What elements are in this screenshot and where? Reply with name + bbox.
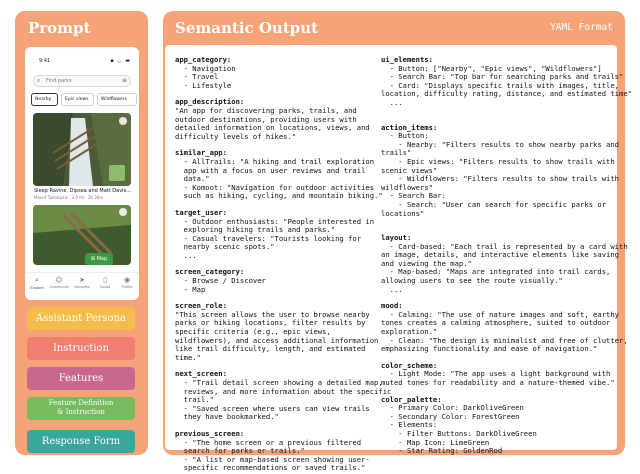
forest-trail-photo xyxy=(33,205,131,265)
search-placeholder: Find parks xyxy=(46,78,72,84)
yaml-key: layout: xyxy=(381,233,412,243)
yaml-line: - Primary Color: DarkOliveGreen xyxy=(381,403,524,413)
nav-profile xyxy=(117,276,137,289)
yaml-key: color_scheme: xyxy=(381,360,438,370)
yaml-line: reviews, and more information about the specific xyxy=(175,386,392,396)
yaml-line: specific recommendations or saved trails." xyxy=(175,463,366,473)
tag-assistant-persona: Assistant Persona xyxy=(27,307,135,330)
community-icon: ☺ xyxy=(55,276,63,284)
tag-instruction: Instruction xyxy=(27,337,135,360)
filter-icon: ≡ xyxy=(121,77,127,84)
yaml-line: location, difficulty rating, distance, and estimated time" xyxy=(381,89,632,99)
yaml-key: app_category: xyxy=(175,55,232,64)
yaml-line: ... xyxy=(175,250,197,260)
chip-epic-views: Epic views xyxy=(61,93,94,106)
yaml-key: app_description: xyxy=(175,97,245,107)
yaml-gap xyxy=(381,108,617,124)
profile-icon: ◉ xyxy=(123,276,131,284)
yaml-line: trail." xyxy=(175,395,214,405)
format-label: YAML Format xyxy=(550,22,613,33)
yaml-line: - "Trail detail screen showing a detailed map, xyxy=(175,378,383,387)
yaml-line: wildflowers" xyxy=(381,182,433,192)
nav-navigate-label: Navigate xyxy=(74,285,90,289)
phone-screenshot xyxy=(25,47,139,300)
search-icon: ⌕ xyxy=(37,77,41,84)
semantic-output-panel xyxy=(163,11,632,473)
yaml-content xyxy=(165,45,632,473)
yaml-line: - Travel xyxy=(175,72,219,82)
yaml-line: - Map-based: "Maps are integrated into trail cards, xyxy=(381,267,611,277)
map-button-label: Map xyxy=(96,256,108,262)
map-button xyxy=(85,253,113,265)
yaml-line: they have bookmarked." xyxy=(175,412,279,422)
yaml-line: - "Saved screen where users can view trails xyxy=(175,403,370,413)
yaml-line: - Map xyxy=(175,284,206,294)
yaml-line: an image, details, and interactive elements like saving xyxy=(381,250,619,260)
yaml-line: - Navigation xyxy=(175,63,236,73)
yaml-line: - Search Bar: "Top bar for searching parks and trails" xyxy=(381,72,624,82)
yaml-line: search for parks or trails." xyxy=(175,446,305,456)
prompt-title: Prompt xyxy=(28,19,91,37)
yaml-line: - Light Mode: "The app uses a light background with xyxy=(381,369,611,379)
yaml-line: emphasizing functionality and ease of navigation." xyxy=(381,344,598,354)
nav-community xyxy=(49,276,69,289)
yaml-line: - Clean: "The design is minimalist and free of clutter, xyxy=(381,335,628,345)
yaml-line: muted tones for readability and a nature-themed vibe." xyxy=(381,378,615,387)
yaml-right-column xyxy=(381,55,632,456)
status-time: 9:41 xyxy=(39,58,51,64)
yaml-key: color_palette: xyxy=(381,394,442,404)
yaml-line: "An app for discovering parks, trails, and xyxy=(175,105,357,115)
trail-card-image-2 xyxy=(33,205,131,265)
yaml-line: data." xyxy=(175,174,210,184)
trail-card-subtitle: Mount Tamalpais · 3.4 mi · 2h 36m xyxy=(34,195,104,200)
status-icons: ▪ ◡ ▬ xyxy=(110,58,131,64)
yaml-key: mood: xyxy=(381,301,403,311)
yaml-line: - Komoot: "Navigation for outdoor activities xyxy=(175,182,375,192)
yaml-line: - Star Rating: GoldenRod xyxy=(381,446,503,456)
bookmark-icon: ▯ xyxy=(103,276,107,284)
yaml-line: - Search Bar: xyxy=(381,191,446,201)
trail-card-image xyxy=(33,113,131,186)
yaml-line: - Card-based: "Each trail is represented by a card with xyxy=(381,241,628,251)
yaml-line: - "The home screen or a previous filtered xyxy=(175,437,362,447)
waterfall-photo xyxy=(33,113,131,186)
yaml-gap xyxy=(381,218,617,234)
yaml-line: - AllTrails: "A hiking and trail exploration xyxy=(175,156,375,166)
nav-explore-label: Explore xyxy=(30,286,44,290)
yaml-line: - Card: "Displays specific trails with images, title, xyxy=(381,80,619,90)
yaml-line: - Wildflowers: "Filters results to show trails with xyxy=(381,174,619,184)
phone-bottom-nav xyxy=(25,272,139,300)
yaml-line: exploring hiking trails and parks." xyxy=(175,225,336,235)
yaml-line: nearby scenic spots." xyxy=(175,242,275,252)
yaml-line: - Secondary Color: ForestGreen xyxy=(381,411,520,421)
yaml-key: action_items: xyxy=(381,122,438,132)
yaml-key: target_user: xyxy=(175,207,227,217)
tag-feature-definition-line1: Feature Definition xyxy=(48,399,114,407)
yaml-line: "This screen allows the user to browse nearby xyxy=(175,309,370,319)
yaml-key: similar_app: xyxy=(175,148,227,158)
yaml-line: - "A list or map-based screen showing user- xyxy=(175,454,370,464)
yaml-line: outdoor destinations, providing users with xyxy=(175,114,357,124)
nav-saved xyxy=(95,276,115,289)
yaml-gap xyxy=(381,294,617,302)
trail-card-title: Sleep Ravine, Dipsea and Matt Davis... xyxy=(34,188,131,194)
nav-community-label: Community xyxy=(49,285,70,289)
map-icon: ⊞ xyxy=(90,256,97,262)
yaml-line: scenic views" xyxy=(381,165,438,175)
yaml-line: trails" xyxy=(381,148,412,158)
yaml-line: ... xyxy=(381,97,403,107)
tag-feature-definition xyxy=(27,397,135,420)
yaml-line: - Button: ["Nearby", "Epic views", "Wildflowers"] xyxy=(381,63,602,73)
yaml-line: difficulty levels of hikes." xyxy=(175,131,297,141)
phone-filter-chips xyxy=(31,93,139,107)
yaml-key: previous_screen: xyxy=(175,428,245,438)
explore-icon: ⌕ xyxy=(35,276,39,284)
nav-saved-label: Saved xyxy=(99,285,111,289)
yaml-line: - Casual travelers: "Tourists looking for xyxy=(175,233,362,243)
yaml-line: like trail difficulty, length, and estimated xyxy=(175,344,366,354)
yaml-line: - Nearby: "Filters results to show nearby parks and xyxy=(381,139,619,149)
tag-response-form: Response Form xyxy=(27,430,135,453)
navigate-icon: ➤ xyxy=(79,276,85,284)
nav-navigate xyxy=(72,276,92,289)
semantic-output-title: Semantic Output xyxy=(175,19,319,37)
tag-features: Features xyxy=(27,367,135,390)
phone-search-bar xyxy=(33,75,131,87)
yaml-line: allowing users to see the route visually." xyxy=(381,276,563,286)
yaml-line: - Search: "User can search for specific parks or xyxy=(381,199,607,209)
yaml-line: - Elements: xyxy=(381,420,438,430)
yaml-key: screen_role: xyxy=(175,301,227,311)
yaml-line: tones creates a calming atmosphere, suited to outdoor xyxy=(381,318,611,328)
yaml-line: - Calming: "The use of nature images and soft, earthy xyxy=(381,309,619,319)
yaml-line: app with a focus on user reviews and trail xyxy=(175,165,366,175)
chip-nearby: Nearby xyxy=(31,93,58,106)
yaml-line: time." xyxy=(175,352,201,362)
nav-explore xyxy=(27,276,47,290)
prompt-panel xyxy=(15,11,148,455)
yaml-line: - Button: xyxy=(381,131,429,141)
nav-profile-label: Profile xyxy=(121,285,133,289)
yaml-line: - Browse / Discover xyxy=(175,276,266,286)
yaml-line: - Lifestyle xyxy=(175,80,232,90)
yaml-key: ui_elements: xyxy=(381,55,433,64)
yaml-line: and viewing the map." xyxy=(381,258,472,268)
yaml-line: wildflowers), and access additional information xyxy=(175,335,379,345)
yaml-line: - Outdoor enthusiasts: "People interested in xyxy=(175,216,375,226)
yaml-line: such as hiking, cycling, and mountain biking." xyxy=(175,191,383,201)
yaml-key: next_screen: xyxy=(175,369,227,379)
tag-feature-definition-line2: & Instruction xyxy=(57,408,105,416)
yaml-line: - Epic views: "Filters results to show trails with xyxy=(381,156,615,166)
yaml-line: exploration." xyxy=(381,327,438,337)
yaml-key: screen_category: xyxy=(175,267,245,277)
yaml-line: ... xyxy=(381,284,403,294)
yaml-line: parks or hiking locations, filter results by xyxy=(175,318,366,328)
yaml-line: specific criteria (e.g., epic views, xyxy=(175,327,331,337)
yaml-line: detailed information on locations, views, and xyxy=(175,123,370,133)
yaml-line: - Filter Buttons: DarkOliveGreen xyxy=(381,428,537,438)
yaml-line: locations" xyxy=(381,208,425,218)
yaml-line: - Map Icon: LimeGreen xyxy=(381,437,490,447)
chip-wildflowers: Wildflowers xyxy=(97,93,137,106)
